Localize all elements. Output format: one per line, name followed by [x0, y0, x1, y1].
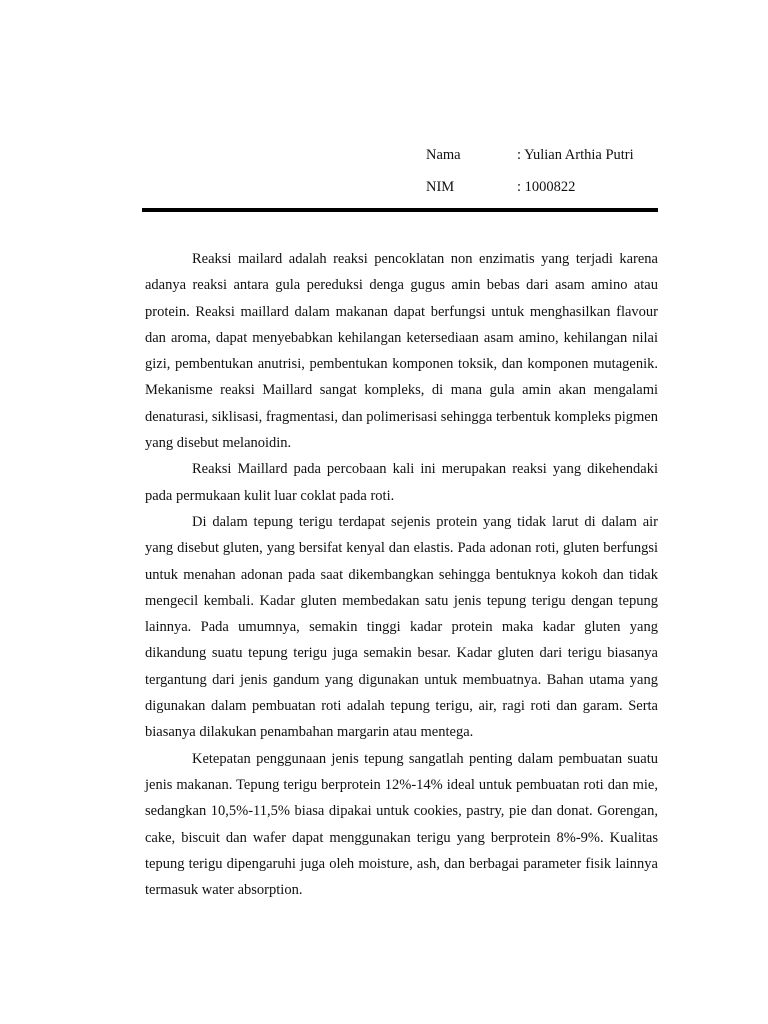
- name-value: : Yulian Arthia Putri: [517, 147, 634, 163]
- paragraph-gluten: Di dalam tepung terigu terdapat sejenis protein yang tidak larut di dalam air yang disebut gluten, yang bersifat kenyal dan elastis. Pada adonan roti, gluten berfungsi untuk menahan adonan pada saat dikembangkan sehingga bentuknya kokoh dan tidak mengecil kembali. Kadar gluten membedakan satu jenis tepung terigu dengan tepung lainnya. Pada umumnya, semakin tinggi kadar protein maka kadar gluten yang dikandung suatu tepung terigu juga semakin besar. Kadar gluten dari terigu biasanya tergantung dari jenis gandum yang digunakan untuk membuatnya. Bahan utama yang digunakan dalam pembuatan roti adalah tepung terigu, air, ragi roti dan garam. Serta biasanya dilakukan penambahan margarin atau mentega.: [145, 513, 658, 741]
- paragraph-flour-usage: Ketepatan penggunaan jenis tepung sangatlah penting dalam pembuatan suatu jenis makanan. Tepung terigu berprotein 12%-14% ideal untuk pembuatan roti dan mie, sedangkan 10,5%-11,5% biasa dipakai untuk cookies, pastry, pie dan donat. Gorengan, cake, biscuit dan wafer dapat menggunakan terigu yang berprotein 8%-9%. Kualitas tepung terigu dipengaruhi juga oleh moisture, ash, dan berbagai parameter fisik lainnya termasuk water absorption.: [145, 750, 658, 899]
- document-body: [145, 246, 658, 903]
- nim-row: [426, 178, 666, 210]
- header-divider: [142, 208, 658, 212]
- name-row: [426, 146, 666, 178]
- nim-value: : 1000822: [517, 179, 576, 195]
- name-label: Nama: [426, 147, 461, 163]
- paragraph-maillard-definition: Reaksi mailard adalah reaksi pencoklatan non enzimatis yang terjadi karena adanya reaksi antara gula pereduksi denga gugus amin bebas dari asam amino atau protein. Reaksi maillard dalam makanan dapat berfungsi untuk menghasilkan flavour dan aroma, dapat menyebabkan kehilangan ketersediaan asam amino, kehilangan nilai gizi, pembentukan anutrisi, pembentukan komponen toksik, dan komponen mutagenik. Mekanisme reaksi Maillard sangat kompleks, di mana gula amin akan mengalami denaturasi, siklisasi, fragmentasi, dan polimerisasi sehingga terbentuk kompleks pigmen yang disebut melanoidin.: [145, 251, 658, 452]
- nim-label: NIM: [426, 179, 455, 195]
- student-info-header: [426, 146, 666, 210]
- paragraph-maillard-experiment: Reaksi Maillard pada percobaan kali ini merupakan reaksi yang dikehendaki pada permukaan kulit luar coklat pada roti.: [145, 461, 658, 504]
